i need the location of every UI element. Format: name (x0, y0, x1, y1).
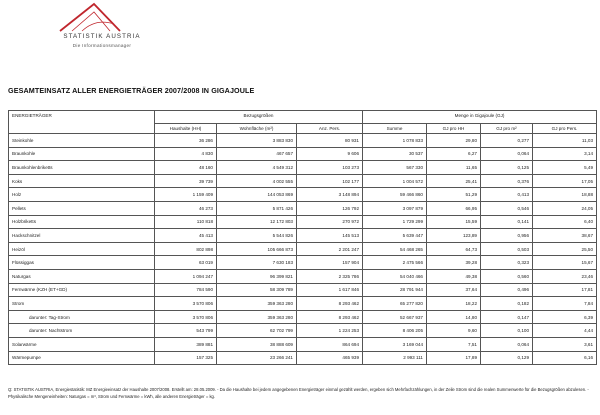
column-header: Wohnfläche (m²) (217, 124, 297, 134)
table-cell: 3 570 806 (155, 310, 217, 324)
table-cell: 23,46 (533, 269, 597, 283)
table-cell: 1 159 409 (155, 188, 217, 202)
table-cell: 157 904 (297, 256, 363, 270)
table-cell: 6,40 (533, 215, 597, 229)
table-cell: 3 570 806 (155, 297, 217, 311)
table-cell: 17,05 (533, 174, 597, 188)
table-cell: 18,88 (533, 188, 597, 202)
table-cell: 65 277 820 (363, 297, 427, 311)
row-label: Braunkohle (9, 147, 155, 161)
table-cell: 9,60 (427, 324, 481, 338)
table-cell: 38 888 609 (217, 337, 297, 351)
table-cell: 48 160 (155, 161, 217, 175)
table-cell: 0,413 (481, 188, 533, 202)
row-label: darunter: Tag-Strom (9, 310, 155, 324)
header-energietraeger: ENERGIETRÄGER (9, 111, 155, 134)
table-cell: 145 513 (297, 229, 363, 243)
table-cell: 105 666 873 (217, 242, 297, 256)
table-cell: 3,61 (533, 337, 597, 351)
table-row (9, 161, 597, 175)
table-cell: 3 097 879 (363, 201, 427, 215)
table-row (9, 297, 597, 311)
table-cell: 36 286 (155, 134, 217, 148)
table-cell: 12 172 803 (217, 215, 297, 229)
table-cell: 25,50 (533, 242, 597, 256)
table-cell: 1 224 253 (297, 324, 363, 338)
table-cell: 8 293 462 (297, 297, 363, 311)
table-cell: 4 549 312 (217, 161, 297, 175)
table-row (9, 229, 597, 243)
table-cell: 359 363 280 (217, 310, 297, 324)
row-label: Strom (9, 297, 155, 311)
row-label: Fernwärme (KZH (ET+GD) (9, 283, 155, 297)
table-cell: 0,064 (481, 337, 533, 351)
table-cell: 2 475 566 (363, 256, 427, 270)
table-cell: 3 169 044 (363, 337, 427, 351)
column-header: Haushalte (HH) (155, 124, 217, 134)
table-cell: 7,84 (533, 297, 597, 311)
table-row (9, 188, 597, 202)
table-cell: 37,64 (427, 283, 481, 297)
table-cell: 157 325 (155, 351, 217, 365)
table-cell: 5 639 447 (363, 229, 427, 243)
table-cell: 1 004 572 (363, 174, 427, 188)
table-row (9, 201, 597, 215)
table-cell: 0,125 (481, 161, 533, 175)
table-cell: 567 330 (363, 161, 427, 175)
table-cell: 39,28 (427, 256, 481, 270)
row-label: Flüssiggas (9, 256, 155, 270)
table-row (9, 215, 597, 229)
table-cell: 0,147 (481, 310, 533, 324)
table-cell: 1 078 833 (363, 134, 427, 148)
table-cell: 80 931 (297, 134, 363, 148)
table-cell: 14,80 (427, 310, 481, 324)
table-cell: 11,65 (427, 161, 481, 175)
footnote: Q: STATISTIK AUSTRIA, Energiestatistik: MZ Energieeinsatz der Haushalte 2007/2008. Erstellt am: 28.05.2009. - Da die Haushalte bei jedem angegebenen Energieträger einmal gezählt werden, ergeben sich Mehrfachzählungen, in der Zeile Strom sind die realen Summenwerte für die Bezugsgrößen abzulesen. - Physikalische Mengeneinheiten: Naturgas = m³, Strom und Fernwärme = kWh, alle anderen Energieträger = kg. (8, 387, 589, 399)
table-row (9, 134, 597, 148)
logo-triangle-icon (58, 2, 122, 32)
table-cell: 7,51 (427, 337, 481, 351)
table-cell: 62 702 799 (217, 324, 297, 338)
table-cell: 49,38 (427, 269, 481, 283)
table-cell: 2 993 111 (363, 351, 427, 365)
table-cell: 144 053 869 (217, 188, 297, 202)
table-cell: 24,05 (533, 201, 597, 215)
column-header: GJ pro m² (481, 124, 533, 134)
table-cell: 29,80 (427, 134, 481, 148)
table-cell: 0,141 (481, 215, 533, 229)
table-row (9, 269, 597, 283)
table-cell: 5,49 (533, 161, 597, 175)
table-cell: 1 094 247 (155, 269, 217, 283)
table-cell: 0,376 (481, 174, 533, 188)
table-cell: 2 201 247 (297, 242, 363, 256)
table-cell: 23 266 241 (217, 351, 297, 365)
table-cell: 0,503 (481, 242, 533, 256)
row-label: Koks (9, 174, 155, 188)
energy-table (8, 110, 597, 365)
table-cell: 4 002 555 (217, 174, 297, 188)
row-label: Solarwärme (9, 337, 155, 351)
table-cell: 467 657 (217, 147, 297, 161)
table-cell: 6,16 (533, 351, 597, 365)
table-cell: 7 630 183 (217, 256, 297, 270)
row-label: Pellets (9, 201, 155, 215)
table-cell: 96 399 821 (217, 269, 297, 283)
table-cell: 54 468 265 (363, 242, 427, 256)
logo-tagline: Die Informationsmanager (72, 43, 132, 48)
row-label: Holzbriketts (9, 215, 155, 229)
table-cell: 123,89 (427, 229, 481, 243)
table-cell: 4,44 (533, 324, 597, 338)
statistik-austria-logo (20, 2, 160, 54)
column-header: GJ pro HH (427, 124, 481, 134)
row-label: Heizöl (9, 242, 155, 256)
table-cell: 1 617 846 (297, 283, 363, 297)
table-cell: 46 273 (155, 201, 217, 215)
table-cell: 17,89 (427, 351, 481, 365)
table-cell: 3,14 (533, 147, 597, 161)
table-cell: 8 406 205 (363, 324, 427, 338)
table-cell: 0,560 (481, 269, 533, 283)
row-label: darunter: Nachtstrom (9, 324, 155, 338)
table-cell: 25,41 (427, 174, 481, 188)
table-row (9, 351, 597, 365)
document-title: GESAMTEINSATZ ALLER ENERGIETRÄGER 2007/2008 IN GIGAJOULE (8, 86, 255, 95)
table-cell: 0,100 (481, 324, 533, 338)
table-row (9, 147, 597, 161)
table-row (9, 337, 597, 351)
table-cell: 63 019 (155, 256, 217, 270)
header-group-menge: Menge in Gigajoule (GJ) (363, 111, 597, 124)
table-row (9, 283, 597, 297)
table-cell: 39 739 (155, 174, 217, 188)
table-cell: 110 818 (155, 215, 217, 229)
table-cell: 0,064 (481, 147, 533, 161)
table-row (9, 310, 597, 324)
table-cell: 389 881 (155, 337, 217, 351)
row-label: Hackschnitzel (9, 229, 155, 243)
header-group-bezugsgroessen: Bezugsgrößen (155, 111, 363, 124)
row-label: Holz (9, 188, 155, 202)
table-cell: 543 799 (155, 324, 217, 338)
table-cell: 28 791 944 (363, 283, 427, 297)
row-label: Braunkohlenbriketts (9, 161, 155, 175)
table-cell: 784 590 (155, 283, 217, 297)
table-cell: 8 293 462 (297, 310, 363, 324)
table-cell: 54 040 466 (363, 269, 427, 283)
table-cell: 6,39 (533, 310, 597, 324)
table-cell: 30 537 (363, 147, 427, 161)
table-row (9, 324, 597, 338)
row-label: Naturgas (9, 269, 155, 283)
table-cell: 864 694 (297, 337, 363, 351)
row-label: Steinkohle (9, 134, 155, 148)
table-row (9, 256, 597, 270)
table-cell: 64,73 (427, 242, 481, 256)
table-cell: 52 667 937 (363, 310, 427, 324)
table-cell: 51,29 (427, 188, 481, 202)
row-label: Wärmepumpe (9, 351, 155, 365)
table-cell: 4 830 (155, 147, 217, 161)
table-cell: 0,546 (481, 201, 533, 215)
table-cell: 17,81 (533, 283, 597, 297)
table-cell: 15,67 (533, 256, 597, 270)
table-cell: 3 883 830 (217, 134, 297, 148)
table-cell: 1 729 299 (363, 215, 427, 229)
column-header: Summe (363, 124, 427, 134)
table-cell: 38,67 (533, 229, 597, 243)
logo-name: STATISTIK AUSTRIA (63, 33, 141, 40)
table-cell: 0,956 (481, 229, 533, 243)
table-cell: 9 606 (297, 147, 363, 161)
table-cell: 126 792 (297, 201, 363, 215)
table-cell: 270 972 (297, 215, 363, 229)
table-cell: 6,27 (427, 147, 481, 161)
table-cell: 45 413 (155, 229, 217, 243)
table-row (9, 242, 597, 256)
column-header: Anz. Pers. (297, 124, 363, 134)
table-cell: 0,182 (481, 297, 533, 311)
table-cell: 0,129 (481, 351, 533, 365)
table-cell: 59 466 860 (363, 188, 427, 202)
table-cell: 0,323 (481, 256, 533, 270)
table-cell: 0,277 (481, 134, 533, 148)
table-cell: 66,95 (427, 201, 481, 215)
table-cell: 359 363 280 (217, 297, 297, 311)
table-cell: 5 544 826 (217, 229, 297, 243)
table-row (9, 174, 597, 188)
table-cell: 11,03 (533, 134, 597, 148)
table-cell: 18,22 (427, 297, 481, 311)
table-cell: 3 148 894 (297, 188, 363, 202)
table-cell: 5 871 426 (217, 201, 297, 215)
table-cell: 103 273 (297, 161, 363, 175)
table-cell: 802 898 (155, 242, 217, 256)
table-cell: 15,59 (427, 215, 481, 229)
column-header: GJ pro Pers. (533, 124, 597, 134)
table-cell: 2 325 786 (297, 269, 363, 283)
table-cell: 465 939 (297, 351, 363, 365)
table-cell: 58 309 789 (217, 283, 297, 297)
table-cell: 102 177 (297, 174, 363, 188)
table-cell: 0,496 (481, 283, 533, 297)
